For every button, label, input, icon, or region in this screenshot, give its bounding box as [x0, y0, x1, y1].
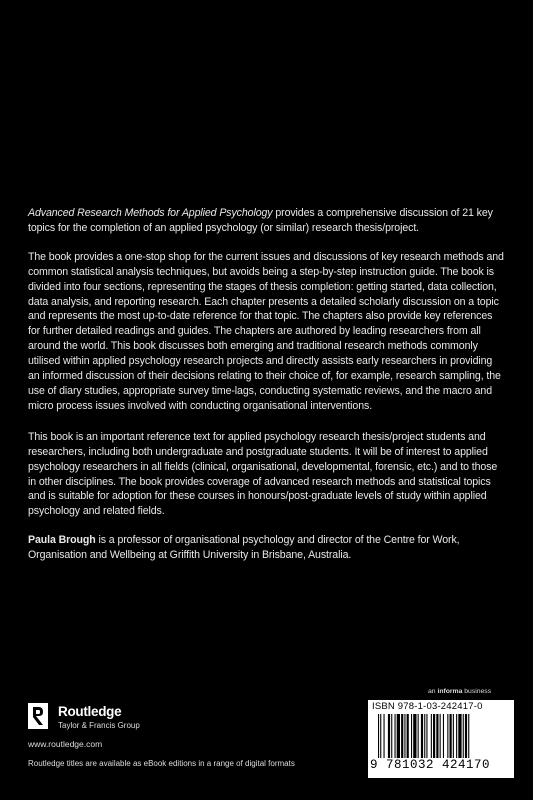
author-bio-text: is a professor of organisational psychology and director of the Centre for Work, Organisation and Wellbeing at Griffith University in Brisbane, Australia. — [28, 534, 460, 562]
informa-brand: informa — [437, 688, 463, 695]
publisher-name: Routledge — [58, 704, 122, 719]
isbn-barcode — [368, 700, 514, 778]
publisher-group: Taylor & Francis Group — [58, 721, 140, 730]
barcode-bars-icon — [378, 714, 504, 758]
blurb-paragraph-audience: This book is an important reference text for applied psychology research thesis/project students and researchers, including both undergraduate and postgraduate students. It will be of interest to applied psychology researchers in all fields (clinical, organisational, developmental, forensic, etc.) and to those in other disciplines. The book provides coverage of advanced research methods and statistical topics and is suitable for adoption for these courses in honours/post-graduate levels of study within applied psychology and related fields. — [28, 430, 498, 518]
informa-suffix: business — [462, 688, 492, 695]
informa-business-label — [428, 688, 491, 695]
informa-prefix: an — [428, 688, 438, 695]
ebook-note: Routledge titles are available as eBook editions in a range of digital formats — [28, 759, 295, 768]
intro-text: provides a comprehensive discussion of 21 key topics for the completion of an applied psychology (or similar) research thesis/project. — [28, 207, 493, 234]
author-name: Paula Brough — [28, 534, 96, 547]
publisher-url[interactable]: www.routledge.com — [28, 739, 103, 749]
back-cover-blurb — [28, 206, 506, 577]
barcode-digits: 9 781032 424170 — [370, 758, 491, 772]
book-title: Advanced Research Methods for Applied Psychology — [28, 207, 273, 219]
isbn-label: ISBN 978-1-03-242417-0 — [372, 701, 483, 712]
blurb-paragraph-intro — [28, 206, 506, 236]
author-bio — [28, 533, 506, 563]
routledge-logo-icon — [28, 703, 48, 729]
blurb-paragraph-overview: The book provides a one-stop shop for the current issues and discussions of key research methods and common statistical analysis techniques, but avoids being a step-by-step instruction guide. The book is divided into four sections, representing the stages of thesis completion: getting started, data collection, data analysis, and reporting research. Each chapter presents a detailed scholarly discussion on a topic and represents the most up-to-date reference for that topic. The chapters also provide key references for further detailed readings and guides. The chapters are authored by leading researchers from all around the world. This book discusses both emerging and traditional research methods commonly utilised within applied psychology research projects and directly assists early researchers in providing an informed discussion of their decisions relating to their choice of, for example, research sampling, the use of diary studies, appropriate survey time-lags, conducting systematic reviews, and the macro and micro process issues involved with conducting organisational interventions. — [28, 250, 504, 412]
